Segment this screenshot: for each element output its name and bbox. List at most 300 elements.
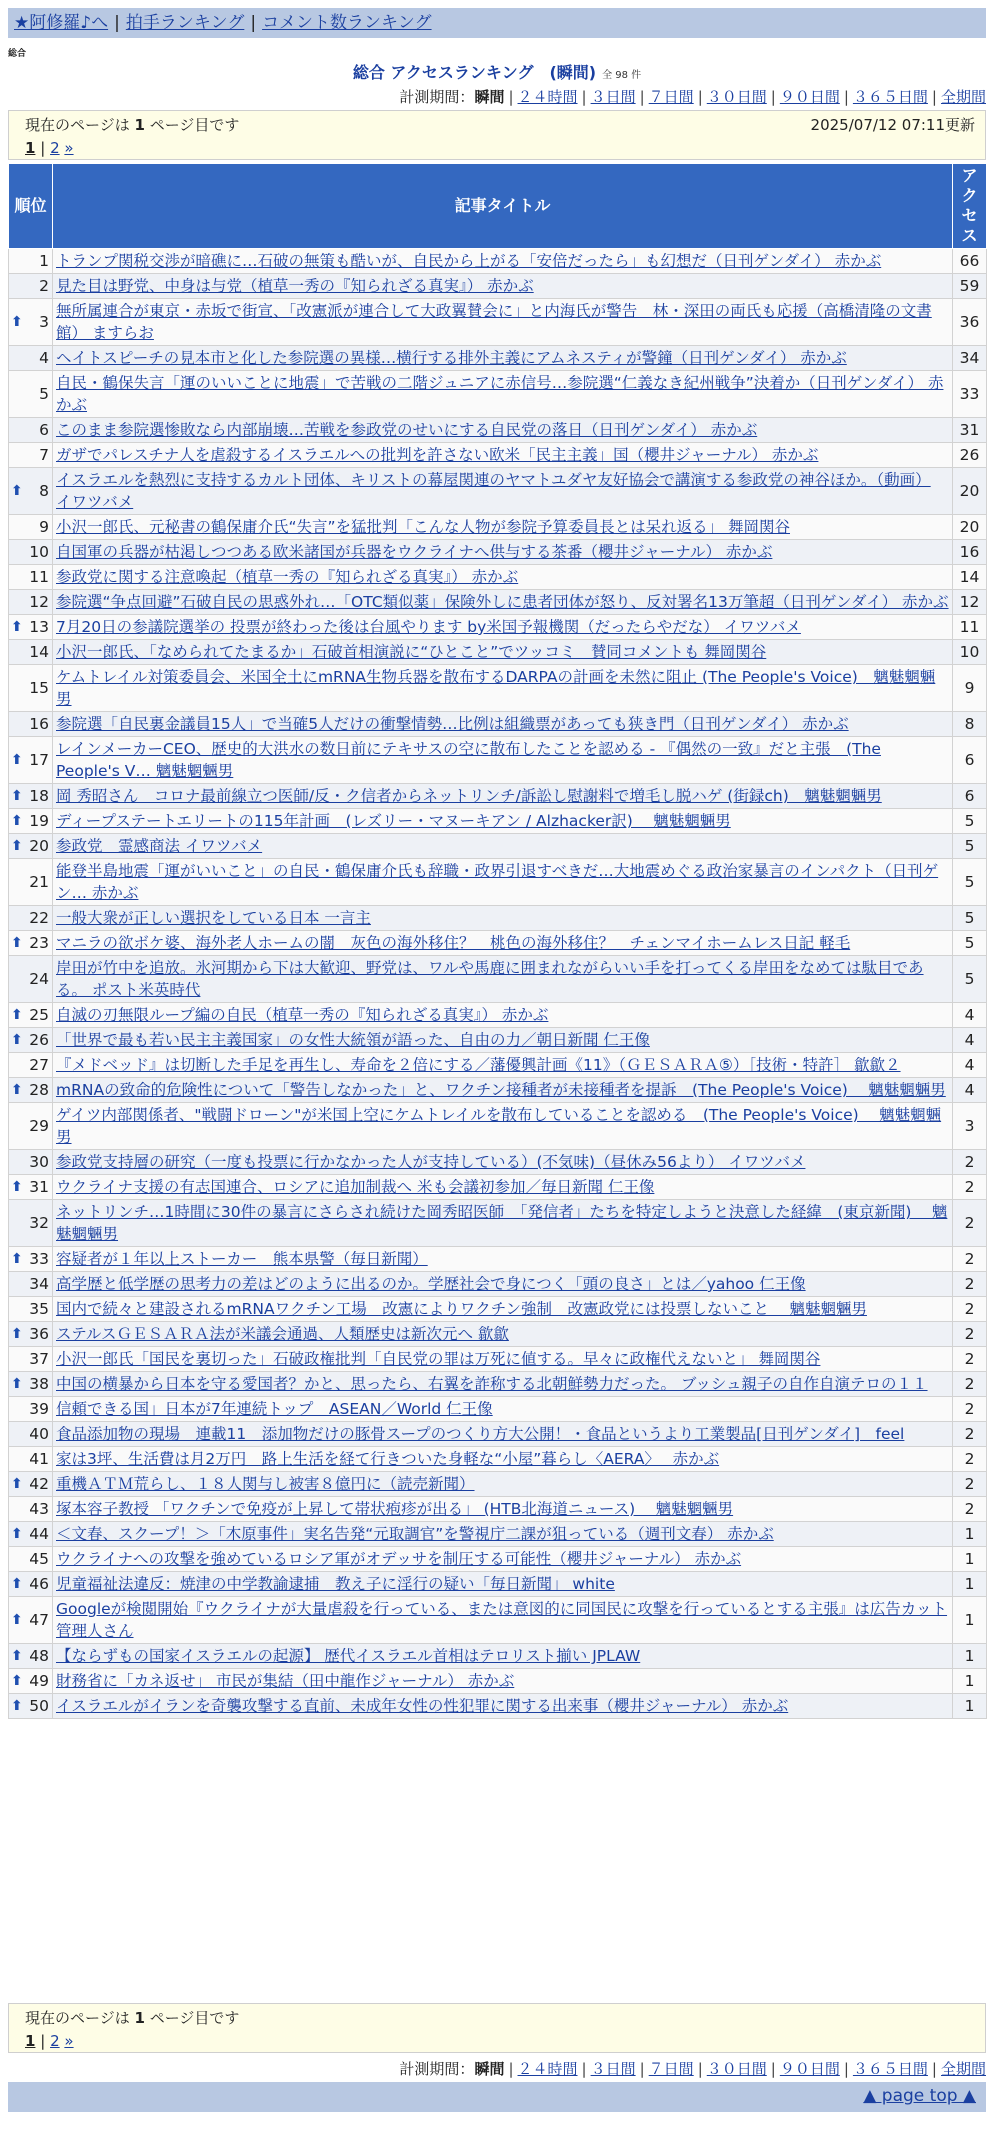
arrow-up-icon: ⬆ bbox=[11, 1179, 23, 1195]
article-link[interactable]: 塚本容子教授 「ワクチンで免疫が上昇して帯状疱疹が出る」 (HTB北海道ニュース) 魑魅魍魎男 bbox=[56, 1500, 734, 1518]
pager-page-2[interactable]: 2 bbox=[50, 2032, 60, 2050]
article-link[interactable]: イスラエルがイランを奇襲攻撃する直前、未成年女性の性犯罪に関する出来事（櫻井ジャーナル） 赤かぶ bbox=[56, 1697, 789, 1715]
rank-number: 48 bbox=[29, 1647, 49, 1665]
article-link[interactable]: ウクライナへの攻撃を強めているロシア軍がオデッサを制圧する可能性（櫻井ジャーナル） 赤かぶ bbox=[56, 1550, 742, 1568]
title-cell bbox=[53, 1150, 953, 1175]
period-separator: | bbox=[508, 2060, 514, 2078]
rank-cell bbox=[9, 1644, 53, 1669]
article-link[interactable]: イスラエルを熱烈に支持するカルト団体、キリストの幕屋関連のヤマトユダヤ友好協会で講演する参政党の神谷ほか。（動画） イワツバメ bbox=[56, 471, 931, 511]
current-page-number: 1 bbox=[134, 116, 145, 134]
article-link[interactable]: 自国軍の兵器が枯渇しつつある欧米諸国が兵器をウクライナへ供与する茶番（櫻井ジャーナル） 赤かぶ bbox=[56, 543, 773, 561]
period-separator: | bbox=[770, 2060, 776, 2078]
access-count: 31 bbox=[953, 418, 987, 443]
rank-number: 17 bbox=[29, 751, 49, 769]
article-link[interactable]: ディープステートエリートの115年計画 (レズリー・マヌーキアン / Alzhacker訳) 魑魅魍魎男 bbox=[56, 812, 731, 830]
rank-number: 5 bbox=[39, 385, 49, 403]
ranking-table bbox=[8, 163, 987, 1719]
title-cell bbox=[53, 615, 953, 640]
title-cell bbox=[53, 346, 953, 371]
article-link[interactable]: レインメーカーCEO、歴史的大洪水の数日前にテキサスの空に散布したことを認める - 『偶然の一致』だと主張 (The People's V… 魑魅魍魎男 bbox=[56, 740, 881, 780]
arrow-up-icon: ⬆ bbox=[11, 935, 23, 951]
article-link[interactable]: 信頼できる国」日本が7年連続トップ ASEAN／World 仁王像 bbox=[56, 1400, 493, 1418]
period-label: 計測期間： bbox=[399, 2060, 475, 2078]
page-info-suffix: ページ目です bbox=[149, 2009, 240, 2027]
table-row bbox=[9, 371, 987, 418]
title-cell bbox=[53, 956, 953, 1003]
article-link[interactable]: 児童福祉法違反：焼津の中学教諭逮捕 教え子に淫行の疑い「毎日新聞」 white bbox=[56, 1575, 615, 1593]
access-count: 20 bbox=[953, 468, 987, 515]
title-cell bbox=[53, 1247, 953, 1272]
article-link[interactable]: 参政党に関する注意喚起（植草一秀の『知られざる真実』） 赤かぶ bbox=[56, 568, 519, 586]
rank-cell bbox=[9, 906, 53, 931]
table-row bbox=[9, 1669, 987, 1694]
table-row bbox=[9, 1322, 987, 1347]
pager-next[interactable]: » bbox=[64, 2032, 74, 2050]
rank-cell bbox=[9, 784, 53, 809]
current-page-number: 1 bbox=[134, 2009, 145, 2027]
title-cell bbox=[53, 1472, 953, 1497]
title-cell bbox=[53, 665, 953, 712]
rank-cell bbox=[9, 1053, 53, 1078]
arrow-up-icon: ⬆ bbox=[11, 788, 23, 804]
rank-cell bbox=[9, 1150, 53, 1175]
arrow-up-icon: ⬆ bbox=[11, 1032, 23, 1048]
table-row bbox=[9, 1347, 987, 1372]
rank-number: 16 bbox=[29, 715, 49, 733]
table-row bbox=[9, 1103, 987, 1150]
title-cell bbox=[53, 906, 953, 931]
access-count: 66 bbox=[953, 249, 987, 274]
access-count: 6 bbox=[953, 784, 987, 809]
article-link[interactable]: 小沢一郎氏、「なめられてたまるか」石破首相演説に“ひとこと”でツッコミ 賛同コメントも 舞岡関谷 bbox=[56, 643, 767, 661]
table-row bbox=[9, 1472, 987, 1497]
article-link[interactable]: ガザでパレスチナ人を虐殺するイスラエルへの批判を許さない欧米「民主主義」国（櫻井ジャーナル） 赤かぶ bbox=[56, 446, 819, 464]
arrow-up-icon: ⬆ bbox=[11, 1698, 23, 1714]
title-cell bbox=[53, 1053, 953, 1078]
period-option-6[interactable]: 全期間 bbox=[940, 2060, 986, 2078]
nav-separator: | bbox=[250, 13, 257, 33]
period-option-4[interactable]: ９０日間 bbox=[779, 88, 840, 106]
article-link[interactable]: ＜文春、スクープ！＞「木原事件」実名告発“元取調官”を警視庁二課が狙っている（週刊文春） 赤かぶ bbox=[56, 1525, 774, 1543]
rank-number: 30 bbox=[29, 1153, 49, 1171]
article-link[interactable]: 【ならずもの国家イスラエルの起源】 歴代イスラエル首相はテロリスト揃い JPLAW bbox=[56, 1647, 641, 1665]
period-label: 計測期間： bbox=[399, 88, 475, 106]
access-count: 12 bbox=[953, 590, 987, 615]
table-row bbox=[9, 1644, 987, 1669]
page-info-bottom bbox=[8, 2003, 986, 2053]
table-row bbox=[9, 784, 987, 809]
title-cell bbox=[53, 1103, 953, 1150]
access-count: 59 bbox=[953, 274, 987, 299]
period-option-6[interactable]: 全期間 bbox=[940, 88, 986, 106]
rank-number: 50 bbox=[29, 1697, 49, 1715]
access-count: 2 bbox=[953, 1472, 987, 1497]
rank-cell bbox=[9, 1572, 53, 1597]
article-link[interactable]: 財務省に「カネ返せ」 市民が集結（田中龍作ジャーナル） 赤かぶ bbox=[56, 1672, 515, 1690]
table-row bbox=[9, 1694, 987, 1719]
rank-number: 14 bbox=[29, 643, 49, 661]
rank-cell bbox=[9, 640, 53, 665]
period-option-1[interactable]: ３日間 bbox=[590, 2060, 636, 2078]
rank-number: 27 bbox=[29, 1056, 49, 1074]
pager bbox=[25, 139, 969, 157]
period-separator: | bbox=[581, 88, 587, 106]
article-link[interactable]: 一般大衆が正しい選択をしている日本 一言主 bbox=[56, 909, 371, 927]
pager-page-2[interactable]: 2 bbox=[50, 139, 60, 157]
period-option-3[interactable]: ３０日間 bbox=[706, 2060, 767, 2078]
table-row bbox=[9, 299, 987, 346]
period-option-4[interactable]: ９０日間 bbox=[779, 2060, 840, 2078]
title-cell bbox=[53, 371, 953, 418]
updated-timestamp: 2025/07/12 07:11更新 bbox=[810, 116, 975, 134]
period-option-5[interactable]: ３６５日間 bbox=[852, 88, 928, 106]
rank-number: 47 bbox=[29, 1611, 49, 1629]
access-count: 4 bbox=[953, 1028, 987, 1053]
rank-number: 12 bbox=[29, 593, 49, 611]
applause-ranking-link[interactable]: 拍手ランキング bbox=[125, 13, 245, 33]
access-count: 10 bbox=[953, 640, 987, 665]
rank-cell bbox=[9, 1522, 53, 1547]
article-link[interactable]: mRNAの致命的危険性について「警告しなかった」と、ワクチン接種者が未接種者を提訴 (The People's Voice) 魑魅魍魎男 bbox=[56, 1081, 946, 1099]
table-row bbox=[9, 1078, 987, 1103]
period-separator: | bbox=[581, 2060, 587, 2078]
title-cell bbox=[53, 274, 953, 299]
rank-cell bbox=[9, 615, 53, 640]
period-option-0[interactable]: ２４時間 bbox=[517, 88, 578, 106]
title-cell bbox=[53, 737, 953, 784]
period-separator: | bbox=[931, 2060, 937, 2078]
rank-cell bbox=[9, 1078, 53, 1103]
rank-cell bbox=[9, 443, 53, 468]
access-count: 2 bbox=[953, 1422, 987, 1447]
article-link[interactable]: 小沢一郎氏、元秘書の鶴保庸介氏“失言”を猛批判「こんな人物が参院予算委員長とは呆れ返る」 舞岡関谷 bbox=[56, 518, 790, 536]
rank-number: 36 bbox=[29, 1325, 49, 1343]
rank-number: 32 bbox=[29, 1214, 49, 1232]
pager-next[interactable]: » bbox=[64, 139, 74, 157]
table-row bbox=[9, 1028, 987, 1053]
rank-cell bbox=[9, 1547, 53, 1572]
table-row bbox=[9, 1447, 987, 1472]
period-option-1[interactable]: ３日間 bbox=[590, 88, 636, 106]
rank-cell bbox=[9, 1447, 53, 1472]
access-count: 1 bbox=[953, 1572, 987, 1597]
access-count: 2 bbox=[953, 1150, 987, 1175]
rank-number: 40 bbox=[29, 1425, 49, 1443]
table-row bbox=[9, 1175, 987, 1200]
arrow-up-icon: ⬆ bbox=[11, 619, 23, 635]
table-row bbox=[9, 1150, 987, 1175]
article-link[interactable]: 家は3坪、生活費は月2万円 路上生活を経て行きついた身軽な“小屋”暮らし〈AERA〉 赤かぶ bbox=[56, 1450, 720, 1468]
table-row bbox=[9, 1397, 987, 1422]
rank-cell bbox=[9, 1322, 53, 1347]
rank-cell bbox=[9, 1200, 53, 1247]
rank-cell bbox=[9, 665, 53, 712]
rank-number: 7 bbox=[39, 446, 49, 464]
article-link[interactable]: 7月20日の参議院選挙の 投票が終わった後は台風やります by米国予報機関（だったらやだな） イワツバメ bbox=[56, 618, 801, 636]
rank-cell bbox=[9, 590, 53, 615]
rank-cell bbox=[9, 1175, 53, 1200]
access-count: 5 bbox=[953, 834, 987, 859]
article-link[interactable]: ヘイトスピーチの見本市と化した参院選の異様…横行する排外主義にアムネスティが警鐘（日刊ゲンダイ） 赤かぶ bbox=[56, 349, 847, 367]
period-separator: | bbox=[639, 88, 645, 106]
table-row bbox=[9, 540, 987, 565]
article-link[interactable]: 岡 秀昭さん コロナ最前線立つ医師/反・ク信者からネットリンチ/訴訟し慰謝料で増毛し脱ハゲ (街録ch) 魑魅魍魎男 bbox=[56, 787, 882, 805]
title-cell bbox=[53, 418, 953, 443]
rank-cell bbox=[9, 515, 53, 540]
table-row bbox=[9, 1200, 987, 1247]
article-link[interactable]: 参政党支持層の研究（一度も投票に行かなかった人が支持している）(不気味)（昼休み56より） イワツバメ bbox=[56, 1153, 806, 1171]
table-row bbox=[9, 931, 987, 956]
period-separator: | bbox=[931, 88, 937, 106]
access-count: 2 bbox=[953, 1497, 987, 1522]
period-separator: | bbox=[770, 88, 776, 106]
pager-separator: | bbox=[40, 2032, 46, 2050]
period-separator: | bbox=[639, 2060, 645, 2078]
access-count: 3 bbox=[953, 1103, 987, 1150]
rank-cell bbox=[9, 1597, 53, 1644]
period-separator: | bbox=[697, 88, 703, 106]
arrow-up-icon: ⬆ bbox=[11, 752, 23, 768]
table-row bbox=[9, 249, 987, 274]
title-cell bbox=[53, 1200, 953, 1247]
arrow-up-icon: ⬆ bbox=[11, 1326, 23, 1342]
period-option-3[interactable]: ３０日間 bbox=[706, 88, 767, 106]
access-count: 2 bbox=[953, 1397, 987, 1422]
access-count: 1 bbox=[953, 1644, 987, 1669]
access-count: 5 bbox=[953, 809, 987, 834]
title-cell bbox=[53, 1694, 953, 1719]
rank-cell bbox=[9, 931, 53, 956]
period-current: 瞬間 bbox=[474, 2060, 505, 2078]
table-row bbox=[9, 1547, 987, 1572]
table-row bbox=[9, 274, 987, 299]
article-link[interactable]: ゲイツ内部関係者、"戦闘ドローン"が米国上空にケムトレイルを散布していることを認める (The People's Voice) 魑魅魍魎男 bbox=[56, 1106, 942, 1146]
access-count: 9 bbox=[953, 665, 987, 712]
title-cell bbox=[53, 712, 953, 737]
period-separator: | bbox=[843, 88, 849, 106]
access-count: 1 bbox=[953, 1597, 987, 1644]
title-cell bbox=[53, 540, 953, 565]
access-count: 2 bbox=[953, 1272, 987, 1297]
rank-cell bbox=[9, 1397, 53, 1422]
title-cell bbox=[53, 1397, 953, 1422]
rank-number: 29 bbox=[29, 1117, 49, 1135]
access-count: 4 bbox=[953, 1078, 987, 1103]
home-link[interactable]: ★阿修羅♪へ bbox=[14, 13, 109, 33]
table-row bbox=[9, 809, 987, 834]
pager-separator: | bbox=[40, 139, 46, 157]
table-row bbox=[9, 1497, 987, 1522]
access-count: 5 bbox=[953, 859, 987, 906]
article-link[interactable]: マニラの欲ボケ婆、海外老人ホームの闇 灰色の海外移住？ 桃色の海外移住？ チェンマイホームレス日記 軽毛 bbox=[56, 934, 851, 952]
access-count: 26 bbox=[953, 443, 987, 468]
title-cell bbox=[53, 640, 953, 665]
table-row bbox=[9, 1372, 987, 1397]
article-link[interactable]: 高学歴と低学歴の思考力の差はどのように出るのか。学歴社会で身につく「頭の良さ」とは／yahoo 仁王像 bbox=[56, 1275, 806, 1293]
arrow-up-icon: ⬆ bbox=[11, 1376, 23, 1392]
article-link[interactable]: 小沢一郎氏「国民を裏切った」石破政権批判「自民党の罪は万死に値する。早々に政権代えないと」 舞岡関谷 bbox=[56, 1350, 821, 1368]
table-row bbox=[9, 615, 987, 640]
rank-number: 2 bbox=[39, 277, 49, 295]
rank-cell bbox=[9, 1028, 53, 1053]
article-link[interactable]: 自民・鶴保失言「運のいいことに地震」で苦戦の二階ジュニアに赤信号…参院選“仁義なき紀州戦争”決着か（日刊ゲンダイ） 赤かぶ bbox=[56, 374, 944, 414]
rank-cell bbox=[9, 1272, 53, 1297]
table-row bbox=[9, 346, 987, 371]
article-link[interactable]: 自滅の刃無限ループ編の自民（植草一秀の『知られざる真実』） 赤かぶ bbox=[56, 1006, 549, 1024]
rank-cell bbox=[9, 249, 53, 274]
title-cell bbox=[53, 1644, 953, 1669]
access-count: 8 bbox=[953, 712, 987, 737]
rank-number: 45 bbox=[29, 1550, 49, 1568]
period-option-0[interactable]: ２４時間 bbox=[517, 2060, 578, 2078]
rank-number: 35 bbox=[29, 1300, 49, 1318]
article-link[interactable]: 食品添加物の現場 連載11 添加物だけの豚骨スープのつくり方大公開！・食品というより工業製品[日刊ゲンダイ] feel bbox=[56, 1425, 905, 1443]
rank-number: 31 bbox=[29, 1178, 49, 1196]
arrow-up-icon: ⬆ bbox=[11, 1476, 23, 1492]
page-title bbox=[0, 60, 994, 83]
rank-cell bbox=[9, 1497, 53, 1522]
rank-number: 22 bbox=[29, 909, 49, 927]
title-cell bbox=[53, 1297, 953, 1322]
title-cell bbox=[53, 1669, 953, 1694]
arrow-up-icon: ⬆ bbox=[11, 1612, 23, 1628]
period-current: 瞬間 bbox=[474, 88, 505, 106]
access-count: 5 bbox=[953, 931, 987, 956]
pager-current: 1 bbox=[25, 2032, 36, 2050]
article-link[interactable]: 参政党 霊感商法 イワツバメ bbox=[56, 837, 263, 855]
article-link[interactable]: トランプ関税交渉が暗礁に…石破の無策も酷いが、自民から上がる「安倍だったら」も幻想だ（日刊ゲンダイ） 赤かぶ bbox=[56, 252, 882, 270]
table-row bbox=[9, 859, 987, 906]
article-link[interactable]: 国内で続々と建設されるmRNAワクチン工場 改憲によりワクチン強制 改憲政党には投票しないこと 魑魅魍魎男 bbox=[56, 1300, 867, 1318]
comment-ranking-link[interactable]: コメント数ランキング bbox=[262, 13, 432, 33]
title-cell bbox=[53, 784, 953, 809]
table-row bbox=[9, 906, 987, 931]
article-link[interactable]: 中国の横暴から日本を守る愛国者？かと、思ったら、右翼を詐称する北朝鮮勢力だった。 ブッシュ親子の自作自演テロの１１ bbox=[56, 1375, 928, 1393]
title-cell bbox=[53, 1422, 953, 1447]
rank-cell bbox=[9, 1472, 53, 1497]
top-nav-bar bbox=[8, 8, 986, 38]
article-link[interactable]: 参院選「自民裏金議員15人」で当確5人だけの衝撃情勢…比例は組織票があっても狭き門（日刊ゲンダイ） 赤かぶ bbox=[56, 715, 849, 733]
title-cell bbox=[53, 1078, 953, 1103]
title-cell bbox=[53, 1447, 953, 1472]
access-count: 2 bbox=[953, 1247, 987, 1272]
article-link[interactable]: 容疑者が１年以上ストーカー 熊本県警（毎日新聞） bbox=[56, 1250, 428, 1268]
title-cell bbox=[53, 468, 953, 515]
article-link[interactable]: 能登半島地震「運がいいこと」の自民・鶴保庸介氏も辞職・政界引退すべきだ…大地震めぐる政治家暴言のインパクト（日刊ゲン… 赤かぶ bbox=[56, 862, 939, 902]
rank-number: 33 bbox=[29, 1250, 49, 1268]
arrow-up-icon: ⬆ bbox=[11, 1007, 23, 1023]
table-row bbox=[9, 834, 987, 859]
title-header: 記事タイトル bbox=[53, 164, 953, 249]
access-count: 4 bbox=[953, 1003, 987, 1028]
access-count: 14 bbox=[953, 565, 987, 590]
table-row bbox=[9, 665, 987, 712]
page-top-link[interactable]: ▲ page top ▲ bbox=[863, 2086, 976, 2106]
title-cell bbox=[53, 1597, 953, 1644]
access-count: 11 bbox=[953, 615, 987, 640]
article-link[interactable]: このまま参院選惨敗なら内部崩壊…苦戦を参政党のせいにする自民党の落日（日刊ゲンダイ） 赤かぶ bbox=[56, 421, 758, 439]
rank-cell bbox=[9, 468, 53, 515]
access-count: 2 bbox=[953, 1347, 987, 1372]
access-count: 1 bbox=[953, 1522, 987, 1547]
table-row bbox=[9, 565, 987, 590]
table-row bbox=[9, 468, 987, 515]
article-link[interactable]: 参院選“争点回避”石破自民の思惑外れ…「OTC類似薬」保険外しに患者団体が怒り、反対署名13万筆超（日刊ゲンダイ） 赤かぶ bbox=[56, 593, 949, 611]
table-row bbox=[9, 1422, 987, 1447]
rank-cell bbox=[9, 1372, 53, 1397]
period-option-5[interactable]: ３６５日間 bbox=[852, 2060, 928, 2078]
article-link[interactable]: 無所属連合が東京・赤坂で街宣、「改憲派が連合して大政翼賛会に」と内海氏が警告 林・深田の両氏も応援（高橋清隆の文書館） ますらお bbox=[56, 302, 932, 342]
table-row bbox=[9, 1272, 987, 1297]
title-cell bbox=[53, 809, 953, 834]
rank-number: 37 bbox=[29, 1350, 49, 1368]
period-option-2[interactable]: ７日間 bbox=[648, 2060, 694, 2078]
arrow-up-icon: ⬆ bbox=[11, 1648, 23, 1664]
access-count: 2 bbox=[953, 1175, 987, 1200]
rank-number: 25 bbox=[29, 1006, 49, 1024]
article-link[interactable]: 「世界で最も若い民主主義国家」の女性大統領が語った、自由の力／朝日新聞 仁王像 bbox=[56, 1031, 650, 1049]
title-cell bbox=[53, 443, 953, 468]
rank-number: 26 bbox=[29, 1031, 49, 1049]
pager-current: 1 bbox=[25, 139, 36, 157]
access-count: 4 bbox=[953, 1053, 987, 1078]
rank-number: 15 bbox=[29, 679, 49, 697]
article-link[interactable]: ケムトレイル対策委員会、米国全土にmRNA生物兵器を散布するDARPAの計画を未然に阻止 (The People's Voice) 魑魅魍魎男 bbox=[56, 668, 936, 708]
article-link[interactable]: 見た目は野党、中身は与党（植草一秀の『知られざる真実』） 赤かぶ bbox=[56, 277, 534, 295]
title-cell bbox=[53, 590, 953, 615]
table-row bbox=[9, 443, 987, 468]
article-link[interactable]: 『メドベッド』は切断した手足を再生し、寿命を２倍にする／藩優興計画《11》（ＧＥＳＡＲＡ⑤）［技術・特許］ 歙歙２ bbox=[56, 1056, 901, 1074]
page-info-prefix: 現在のページは bbox=[25, 2009, 130, 2027]
period-selector-top bbox=[399, 86, 986, 107]
title-cell bbox=[53, 1272, 953, 1297]
period-separator: | bbox=[697, 2060, 703, 2078]
rank-number: 28 bbox=[29, 1081, 49, 1099]
rank-cell bbox=[9, 1247, 53, 1272]
rank-cell bbox=[9, 1103, 53, 1150]
table-row bbox=[9, 1247, 987, 1272]
page-info-suffix: ページ目です bbox=[149, 116, 240, 134]
article-link[interactable]: 岸田が竹中を追放。氷河期から下は大歓迎、野党は、ワルや馬鹿に囲まれながらいい手を打ってくる岸田をなめては駄目である。 ポスト米英時代 bbox=[56, 959, 924, 999]
access-count: 34 bbox=[953, 346, 987, 371]
rank-cell bbox=[9, 299, 53, 346]
rank-number: 10 bbox=[29, 543, 49, 561]
rank-cell bbox=[9, 1669, 53, 1694]
article-link[interactable]: 重機ＡＴＭ荒らし、１８人関与し被害８億円に（読売新聞） bbox=[56, 1475, 475, 1493]
rank-cell bbox=[9, 371, 53, 418]
title-cell bbox=[53, 834, 953, 859]
period-separator: | bbox=[508, 88, 514, 106]
access-count: 36 bbox=[953, 299, 987, 346]
rank-cell bbox=[9, 859, 53, 906]
title-cell bbox=[53, 249, 953, 274]
total-count: 全 98 件 bbox=[602, 70, 642, 81]
access-header: アクセス bbox=[953, 164, 987, 249]
article-link[interactable]: ネットリンチ…1時間に30件の暴言にさらされ続けた岡秀昭医師 「発信者」たちを特定しようと決意した経緯 (東京新聞) 魑魅魍魎男 bbox=[56, 1203, 948, 1243]
article-link[interactable]: ウクライナ支援の有志国連合、ロシアに追加制裁へ 米も会議初参加／毎日新聞 仁王像 bbox=[56, 1178, 655, 1196]
period-option-2[interactable]: ７日間 bbox=[648, 88, 694, 106]
access-count: 1 bbox=[953, 1694, 987, 1719]
access-count: 2 bbox=[953, 1372, 987, 1397]
arrow-up-icon: ⬆ bbox=[11, 1673, 23, 1689]
article-link[interactable]: ステルスＧＥＳＡＲＡ法が米議会通過、人類歴史は新次元へ 歙歙 bbox=[56, 1325, 509, 1343]
article-link[interactable]: Googleが検閲開始『ウクライナが大量虐殺を行っている、または意図的に同国民に攻撃を行っているとする主張』は広告カット 管理人さん bbox=[56, 1600, 948, 1640]
title-cell bbox=[53, 515, 953, 540]
arrow-up-icon: ⬆ bbox=[11, 1082, 23, 1098]
rank-cell bbox=[9, 712, 53, 737]
rank-cell bbox=[9, 565, 53, 590]
rank-number: 19 bbox=[29, 812, 49, 830]
